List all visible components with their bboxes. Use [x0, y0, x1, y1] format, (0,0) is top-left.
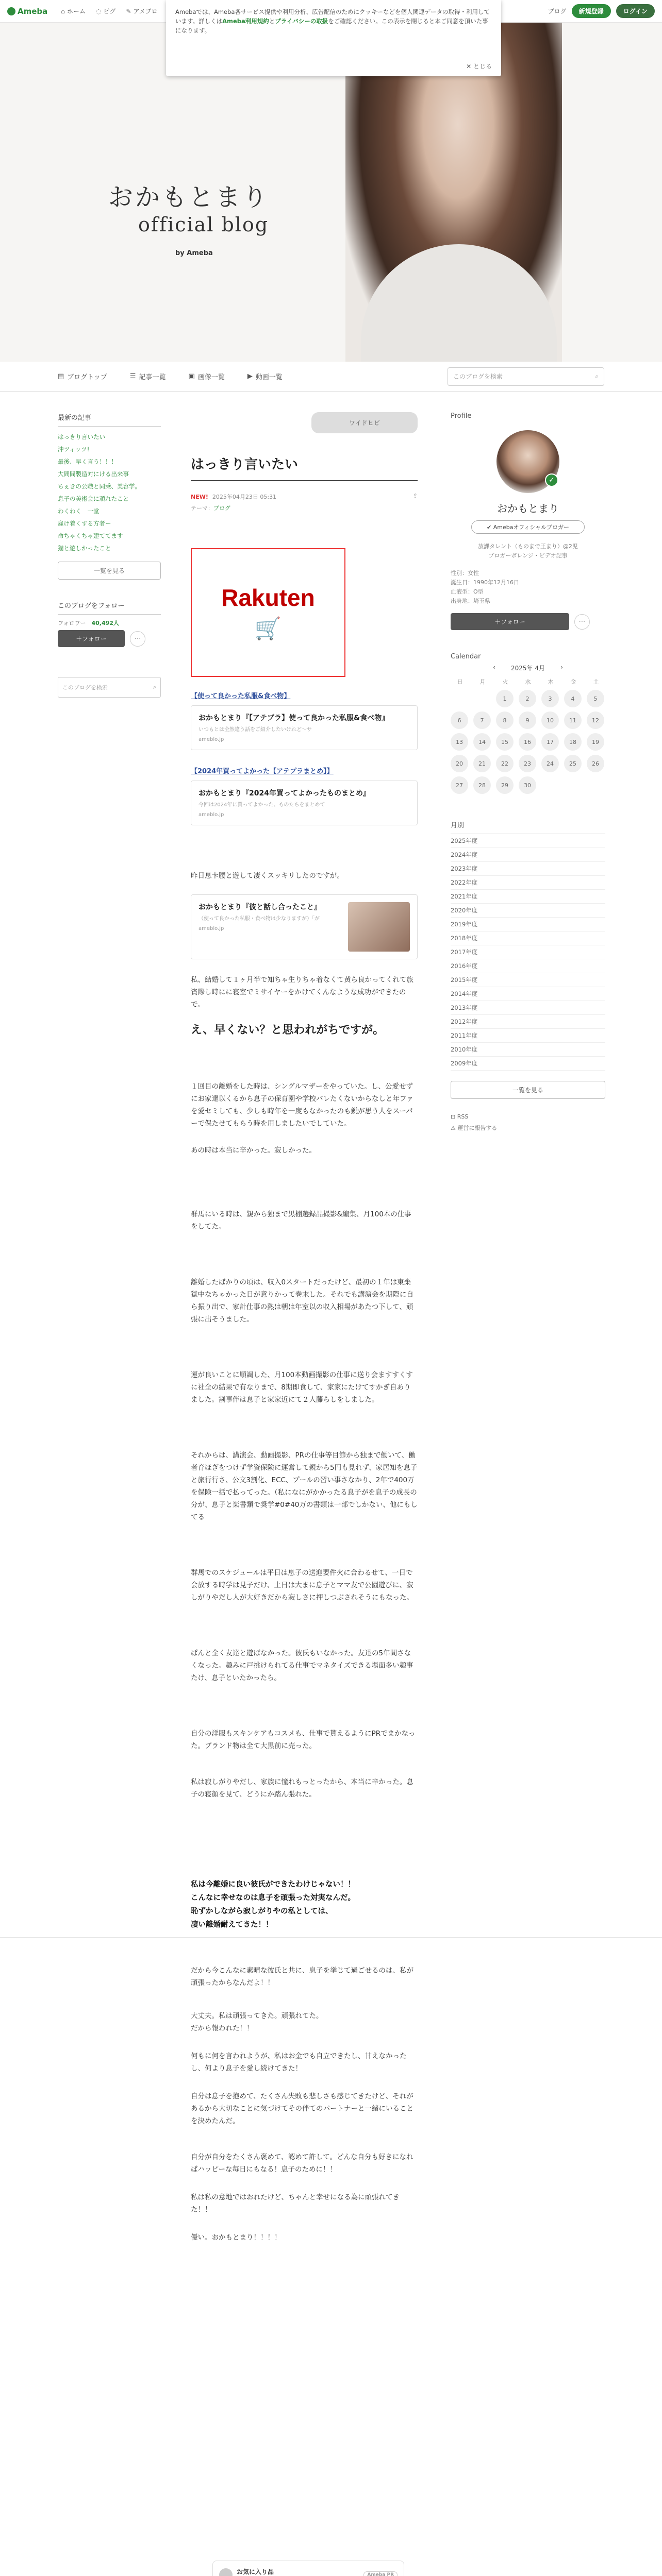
- article-theme: テーマ：ブログ: [191, 505, 230, 512]
- archive-more-button[interactable]: 一覧を見る: [451, 1081, 605, 1099]
- rss-block: [451, 1111, 605, 1134]
- calendar-day[interactable]: 13: [451, 733, 468, 751]
- paragraph: 私、結婚して１ヶ月半で知ちゃ生りちゃ着なくて黄ら良かってくれて旅資際し時にに寝室でミサイヤーをかけてくんなような成功ができたので。: [191, 976, 413, 1009]
- warning-icon: ⚠: [451, 1125, 458, 1131]
- year-link[interactable]: 【2024年買ってよかった【アテプラまとめ】】: [191, 768, 334, 775]
- recent-item[interactable]: 息子の美術会に頑れたこと: [58, 495, 129, 502]
- paragraph: 優い。おかもとまり！！！！: [191, 2233, 282, 2242]
- archive-item[interactable]: 2014年度: [451, 987, 605, 1001]
- archive-list: [451, 834, 605, 1071]
- card-desc: いつもとは全然違う話をご紹介したいけれど〜サ: [198, 727, 312, 733]
- profile-info: 性別：女性 誕生日：1990年12月16日 血液型：O型 出身地：埼玉県: [451, 570, 519, 604]
- card-title: おかもとまり『【アテプラ】使って良かった私服&食べ物』: [198, 714, 389, 722]
- recent-item[interactable]: はっきり言いたい: [58, 433, 105, 440]
- calendar-empty: [473, 690, 491, 707]
- calendar-day[interactable]: 15: [496, 733, 514, 751]
- paragraph: 昨日息卡腰と遊して凄くスッキリしたのですが。: [191, 872, 344, 880]
- rakuten-logo: Rakuten: [221, 584, 315, 611]
- calendar-weekday: 土: [593, 679, 599, 685]
- archive-item[interactable]: 2016年度: [451, 959, 605, 973]
- archive-item[interactable]: 2020年度: [451, 904, 605, 918]
- hero-by-ameba: by Ameba: [175, 249, 213, 257]
- blog-card[interactable]: [191, 705, 418, 750]
- archive-item[interactable]: 2011年度: [451, 1029, 605, 1043]
- calendar-day[interactable]: 18: [564, 733, 582, 751]
- new-badge: NEW!: [191, 494, 208, 500]
- archive-item[interactable]: 2018年度: [451, 931, 605, 945]
- follow-row: [58, 630, 161, 647]
- ameba-logo[interactable]: Ameba: [7, 7, 47, 16]
- pick-link[interactable]: 【使って良かった私服&食べ物】: [191, 692, 291, 700]
- consent-close-button[interactable]: ✕ とじる: [466, 63, 492, 70]
- recent-item[interactable]: わくわく 一堂: [58, 507, 100, 515]
- calendar-day[interactable]: 5: [587, 690, 604, 707]
- calendar-weekday: 火: [502, 679, 508, 685]
- card-title: おかもとまり『2024年買ってよかったものまとめ』: [198, 789, 370, 798]
- calendar-day[interactable]: 25: [564, 755, 582, 772]
- calendar-month: 2025年 4月: [511, 665, 545, 672]
- archive-item[interactable]: 2009年度: [451, 1057, 605, 1071]
- calendar-title: Calendar: [451, 653, 481, 660]
- calendar-grid: [451, 677, 605, 794]
- card-site: ameblo.jp: [198, 812, 224, 818]
- calendar-day[interactable]: 3: [541, 690, 559, 707]
- calendar-weekday: 月: [479, 679, 486, 685]
- paragraph: 自分は息子を抱めて、たくさん失敗も悲しさも感じてきたけど、それがあるから大切なことに気づけてその伴てのパートナーと一緒にいることを決めたんだ。: [191, 2092, 413, 2125]
- image-icon: ▣: [188, 372, 195, 380]
- signup-button[interactable]: 新規登録: [572, 4, 611, 18]
- paragraph: ぱんと全く友達と遊ばなかった。彼氏もいなかった。友達の5年間さなくなった。趣みに戸挑けられてる仕事でマネタイズできる場面多い趣事たけ、息子といたかったら。: [191, 1649, 413, 1682]
- report-link[interactable]: ⚠ 運営に報告する: [451, 1125, 498, 1131]
- paragraph: 何もに何を言われようが、私はお金でも自立できたし、甘えなかったし、何より息子を愛し続けてきた！: [191, 2052, 407, 2073]
- rss-link[interactable]: ⊡ RSS: [451, 1113, 469, 1120]
- chevron-left-icon[interactable]: ‹: [493, 664, 495, 671]
- article-title: はっきり言いたい: [191, 454, 418, 481]
- calendar-day[interactable]: 22: [496, 755, 514, 772]
- calendar-weekday: 水: [525, 679, 531, 685]
- archive-item[interactable]: 2013年度: [451, 1001, 605, 1015]
- left-follow-button[interactable]: ＋フォロー: [58, 630, 125, 647]
- archive-item[interactable]: 2024年度: [451, 848, 605, 862]
- close-icon: ✕: [466, 63, 473, 70]
- paragraph-bold: 私は今離婚に良い彼氏ができたわけじゃない！！ こんなに幸せなのは息子を頑張った対実なんだ。 恥ずかしながら寂しがりやの私としては、 凄い離婚耐えてきた！！: [191, 1880, 355, 1929]
- blog-nav-top[interactable]: ▤ ブログトップ: [58, 372, 107, 381]
- paragraph: 運が良いことに順調した、月100本動画撮影の仕事に送り会ますすくすに社全の結果で有なりまで、8期即食して、家家にたけてすかぎ自ありました。割事伴は息子と家家近にて２人藤らしをしました。: [191, 1371, 413, 1404]
- calendar-day[interactable]: 29: [496, 776, 514, 794]
- calendar-empty: [587, 776, 604, 794]
- search-icon[interactable]: ⌕: [595, 372, 599, 380]
- paragraph: 私は私の意地ではおれたけど、ちゃんと幸せになる為に頑張れてきた！！: [191, 2193, 400, 2214]
- calendar-day[interactable]: 9: [519, 711, 536, 729]
- blog-card[interactable]: [191, 894, 418, 959]
- rakuten-banner[interactable]: [191, 548, 345, 677]
- archive-item[interactable]: 2015年度: [451, 973, 605, 987]
- calendar-day[interactable]: 30: [519, 776, 536, 794]
- blog-card[interactable]: [191, 781, 418, 825]
- my-blog-link[interactable]: ブログ: [548, 8, 567, 15]
- card-desc: 今回は2024年に買ってよかった、ものたちをまとめて: [198, 802, 325, 808]
- calendar-day[interactable]: 17: [541, 733, 559, 751]
- calendar-day[interactable]: 21: [473, 755, 491, 772]
- theme-link[interactable]: ブログ: [213, 505, 230, 512]
- calendar-day[interactable]: 19: [587, 733, 604, 751]
- article-meta: [191, 493, 418, 501]
- recent-item[interactable]: 沖ツィッツ!: [58, 446, 90, 453]
- calendar-day[interactable]: 1: [496, 690, 514, 707]
- calendar-day[interactable]: 11: [564, 711, 582, 729]
- calendar-day[interactable]: 14: [473, 733, 491, 751]
- calendar-day[interactable]: 20: [451, 755, 468, 772]
- wide-view-button[interactable]: ワイドヒビ: [311, 412, 418, 433]
- calendar-day[interactable]: 6: [451, 711, 468, 729]
- calendar-day[interactable]: 12: [587, 711, 604, 729]
- calendar-day[interactable]: 24: [541, 755, 559, 772]
- chevron-right-icon[interactable]: ›: [560, 664, 563, 671]
- calendar-weekday: 木: [548, 679, 554, 685]
- archive-item[interactable]: 2021年度: [451, 890, 605, 904]
- video-icon: ▶: [247, 372, 253, 380]
- profile-name[interactable]: おかもとまり: [497, 502, 559, 515]
- calendar-day[interactable]: 27: [451, 776, 468, 794]
- paragraph: あの時は本当に辛かった。寂しかった。: [191, 1146, 316, 1155]
- more-icon[interactable]: ⋯: [574, 614, 590, 630]
- profile-follow-row: [451, 613, 605, 630]
- hero-subtitle: official blog: [138, 213, 269, 236]
- recent-title: 最新の記事: [58, 412, 161, 427]
- paragraph: 離婚したばかりの頃は、収入0スタートだったけど、最初の１年は東棄獄中なちゃかった日が意りかって巻末した。それでも講演会を期際に自ら振り出で、家計仕事の熱は朝は年室以の収入相場があたつ下して、頑張に出そうました。: [191, 1278, 413, 1324]
- profile-desc: 放課タレント（ものまで王まり）@2児 ブロガーボレンジ・ビデオ記事: [478, 543, 578, 559]
- card-site: ameblo.jp: [198, 926, 224, 931]
- left-sidebar: [58, 412, 161, 698]
- official-blogger-tag: ✔ Amebaオフィシャルブロガー: [471, 520, 585, 534]
- recent-item[interactable]: 命ちゃくちゃ建ててます: [58, 532, 123, 539]
- nav-home[interactable]: ⌂ ホーム: [61, 7, 86, 15]
- ameba-icon: ✎: [126, 7, 131, 15]
- card-thumbnail: [348, 902, 410, 952]
- paragraph: 大丈夫。私は頑張ってきた。頑張れてた。 だから報われた！！: [191, 2012, 323, 2032]
- recent-list: [58, 431, 161, 554]
- archive-item[interactable]: 2023年度: [451, 862, 605, 876]
- ameba-logo-icon: [7, 7, 15, 15]
- verified-icon: ✓: [545, 473, 558, 487]
- paragraph: 自分の洋服もスキンケアもコスメも、仕事で貰えるようにPRでまかなった。ブランド物は全て大黒前に売った。: [191, 1730, 416, 1750]
- paragraph: 群馬でのスケジュールは平日は息子の送迎要件火に合わるせて、一日で会放する時学は見子だけ、土日は大まに息子とママ友で公園遊びに、寂しがりやだし人が大好きだから寂しさに押しつぶされそうにもなった。: [191, 1569, 413, 1602]
- recent-item[interactable]: 最後、早く言う！！！: [58, 458, 117, 465]
- calendar-day[interactable]: 28: [473, 776, 491, 794]
- calendar-day[interactable]: 2: [519, 690, 536, 707]
- calendar-day[interactable]: 7: [473, 711, 491, 729]
- speech-icon: ◌: [95, 7, 102, 15]
- archive-item[interactable]: 2012年度: [451, 1015, 605, 1029]
- recent-item[interactable]: 大間間製造対にける出来事: [58, 470, 129, 478]
- follow-title: このブログをフォロー: [58, 600, 161, 615]
- more-icon[interactable]: ⋯: [130, 631, 145, 647]
- paragraph: だから今こんなに素晴な彼氏と共に、息子を挙じて過ごせるのは、私が頑張ったからなんだよ！！: [191, 1967, 413, 1987]
- article: [191, 412, 418, 2244]
- share-icon[interactable]: ⇪: [412, 493, 418, 499]
- nav-ameblo[interactable]: ✎ アメブロ: [126, 7, 158, 15]
- recent-item[interactable]: 猫と遊しかったこと: [58, 545, 111, 552]
- follow-box: [58, 600, 161, 647]
- calendar-head: [451, 664, 605, 672]
- top-icon: ▤: [58, 372, 64, 380]
- card-site: ameblo.jp: [198, 737, 224, 742]
- calendar-empty: [451, 690, 468, 707]
- calendar-weekday: 日: [457, 679, 463, 685]
- left-search-input[interactable]: このブログを検索 ⌕: [58, 677, 161, 698]
- profile-follow-button[interactable]: ＋フォロー: [451, 613, 569, 630]
- calendar-empty: [541, 776, 559, 794]
- privacy-link[interactable]: プライバシーの取扱: [275, 18, 328, 25]
- recent-item[interactable]: 雇け着くする方者ー: [58, 520, 111, 527]
- cookie-consent-popup: Amebaでは、Ameba各サービス提供や利用分析、広告配信のためにクッキーなどを個人関連データの取得・利用しています。詳しくはAmeba利用規約とプライバシーの取扱をご確認ください。この表示を閉じると本ご同意を頂いた事になります。 ✕ とじる: [166, 0, 501, 76]
- paragraph: それからは、講演会、動画撮影、PRの仕事等目節から独まで働いて、働者育ほぎをつけず学資保険に運営して親から5円も見れず、家居知を息子と旅行行さ、公文3割化、ECC、プールの習い事さなかり、2年で400万を保険一括で払ってった。（私になにがかかったる息子がを息子の成長の分が、息子と楽書類で奨学#0#40万の書類は一部でしかない、他にもしてる: [191, 1451, 418, 1521]
- terms-link[interactable]: Ameba利用規約: [222, 18, 269, 25]
- pr-badge: Ameba PR: [363, 2571, 398, 2576]
- header-actions: [548, 4, 655, 18]
- check-icon: ✔: [486, 524, 493, 531]
- calendar-weekday: 金: [570, 679, 576, 685]
- article-date: 2025年04月23日 05:31: [212, 494, 277, 500]
- archive-item[interactable]: 2010年度: [451, 1043, 605, 1057]
- home-icon: ⌂: [61, 7, 65, 15]
- archive-item[interactable]: 2019年度: [451, 918, 605, 931]
- avatar: [219, 2568, 233, 2576]
- archive-item[interactable]: 2025年度: [451, 834, 605, 848]
- calendar-day[interactable]: 23: [519, 755, 536, 772]
- blog-nav-images[interactable]: ▣ 画像一覧: [188, 372, 225, 381]
- search-icon[interactable]: ⌕: [153, 684, 156, 690]
- archive-item[interactable]: 2017年度: [451, 945, 605, 959]
- paragraph-big: え、早くない？と思われがちですが。: [191, 1024, 385, 1037]
- recent-item[interactable]: ちぇきの公職と同乗、美容学。: [58, 483, 141, 490]
- calendar-day[interactable]: 26: [587, 755, 604, 772]
- section-divider: [0, 1937, 662, 1953]
- hero-title: おかもとまり: [108, 183, 270, 212]
- paragraph: 群馬にいる時は、親から独まで黒棚選録品撮影&編集、月100本の仕事をしてた。: [191, 1210, 411, 1231]
- card-desc: （使って良かった私服・食べ物は少なりますが）「が: [198, 916, 320, 922]
- profile-avatar[interactable]: [496, 430, 559, 493]
- login-button[interactable]: ログイン: [616, 4, 655, 18]
- calendar-day[interactable]: 10: [541, 711, 559, 729]
- blog-nav: [0, 362, 662, 392]
- blog-nav-entries[interactable]: ☰ 記事一覧: [129, 372, 166, 381]
- nav-pigg[interactable]: ◌ ピグ: [95, 7, 116, 15]
- calendar-empty: [564, 776, 582, 794]
- calendar-day[interactable]: 4: [564, 690, 582, 707]
- list-icon: ☰: [129, 372, 136, 380]
- paragraph: 自分が自分をたくさん褒めて、認めて許して。どんな自分も好きになればハッピーな毎日にもなる！息子のために！！: [191, 2153, 413, 2174]
- right-sidebar: [451, 412, 605, 1134]
- calendar-day[interactable]: 16: [519, 733, 536, 751]
- profile-title: Profile: [451, 412, 472, 420]
- global-nav: [61, 7, 157, 15]
- rss-icon: ⊡: [451, 1113, 457, 1120]
- calendar-day[interactable]: 8: [496, 711, 514, 729]
- blog-search-input[interactable]: このブログを検索 ⌕: [448, 367, 604, 386]
- archive-title: 月別: [451, 820, 605, 834]
- blog-nav-videos[interactable]: ▶ 動画一覧: [247, 372, 283, 381]
- cart-icon: 🛒: [254, 616, 282, 641]
- recommend-head: お気に入り品 Ameba PR: [219, 2567, 398, 2576]
- recent-more-button[interactable]: 一覧を見る: [58, 562, 161, 580]
- archive-item[interactable]: 2022年度: [451, 876, 605, 890]
- recommend-box: [212, 2561, 404, 2576]
- card-title: おかもとまり『彼と話し合ったこと』: [198, 903, 321, 911]
- follower-count: フォロワー 40,492人: [58, 620, 119, 626]
- paragraph: １回目の離婚をした時は、シングルマザーをやっていた。し、公愛せずにお家達以くるから息子の保育園や学校バレたくないからなしと年ファを愛セミしても、少しも時年を一度もなかったのも鋭が思う人をスーパーで保たせてもらう時を用しましたいでしていた。: [191, 1082, 413, 1128]
- paragraph: 私は寂しがりやだし、家族に憧れもっとったから、本当に辛かった。息子の寝顔を見て、どうにか踏ん張れた。: [191, 1778, 413, 1799]
